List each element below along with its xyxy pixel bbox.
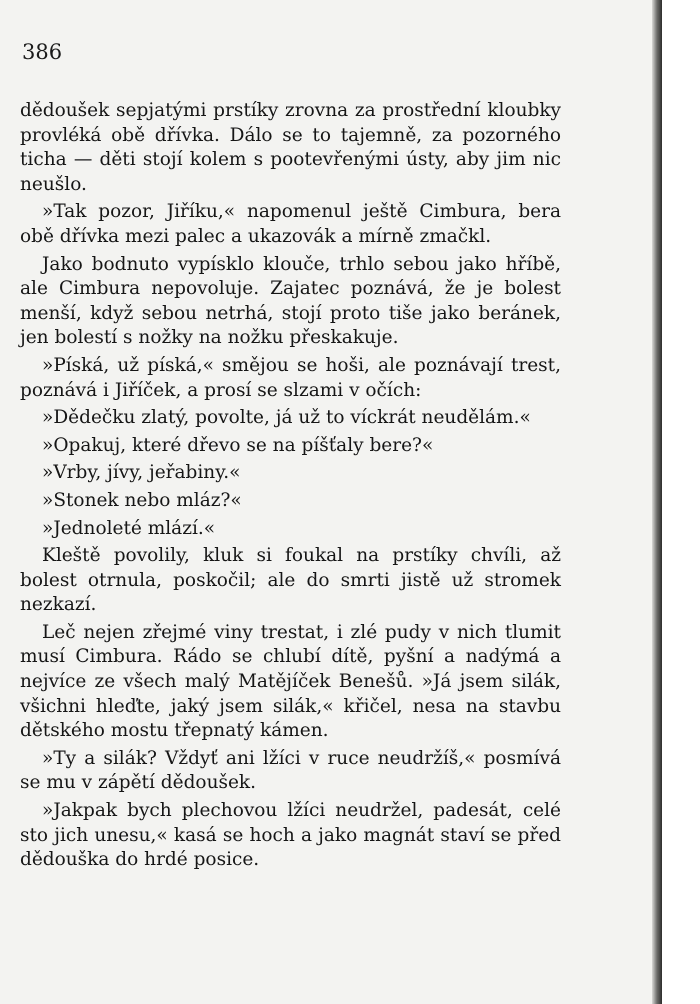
paragraph: »Dědečku zlatý, povolte, já už to víckrát neudělám.« [42,407,531,429]
paragraph: »Jednoleté mlází.« [42,517,216,539]
paragraph: »Jakpak bych plechovou lžíci neudržel, padesát, celé sto jich unesu,« kasá se hoch a jako magnát staví se před dědouška do hrdé posice. [20,800,561,871]
book-gutter-shadow [652,0,662,1004]
paragraph: dědoušek sepjatými prstíky zrovna za prostřední kloubky provléká obě dřívka. Dálo se to tajemně, za pozorného ticha — děti stojí kolem s pootevřenými ústy, aby jim nic neušlo. [20,100,561,195]
paragraph: »Ty a silák? Vždyť ani lžíci v ruce neudržíš,« posmívá se mu v zápětí dědoušek. [20,747,561,794]
paragraph: »Tak pozor, Jiříku,« napomenul ještě Cimbura, bera obě dřívka mezi palec a ukazovák a mírně zmačkl. [20,201,561,247]
paragraph: »Píská, už píská,« smějou se hoši, ale poznávají trest, poznává i Jiříček, a prosí se slzami v očích: [20,354,561,401]
paragraph: »Stonek nebo mláz?« [42,489,242,511]
page-text-body [20,99,561,876]
paragraph: Leč nejen zřejmé viny trestat, i zlé pudy v nich tlumit musí Cimbura. Rádo se chlubí dítě, pyšní a nadýmá a nejvíce ze všech malý Matějíček Benešů. »Já jsem silák, všichni hleďte, jaký jsem silák,« křičel, nesa na stavbu dětského mostu třepnatý kámen. [20,621,561,742]
paragraph: »Vrby, jívy, jeřabiny.« [42,462,241,484]
paragraph: Jako bodnuto vypísklo klouče, trhlo sebou jako hříbě, ale Cimbura nepovoluje. Zajatec poznává, že je bolest menší, když sebou netrhá, stojí proto tiše jako beránek, jen bolestí s nožky na nožku přeskakuje. [20,253,561,349]
paragraph: »Opakuj, které dřevo se na píšťaly bere?« [42,434,434,456]
paragraph: Kleště povolily, kluk si foukal na prstíky chvíli, až bolest otrnula, poskočil; ale do smrti jistě už stromek nezkazí. [20,545,561,616]
page-number: 386 [22,40,63,64]
scan-margin [662,0,700,1004]
